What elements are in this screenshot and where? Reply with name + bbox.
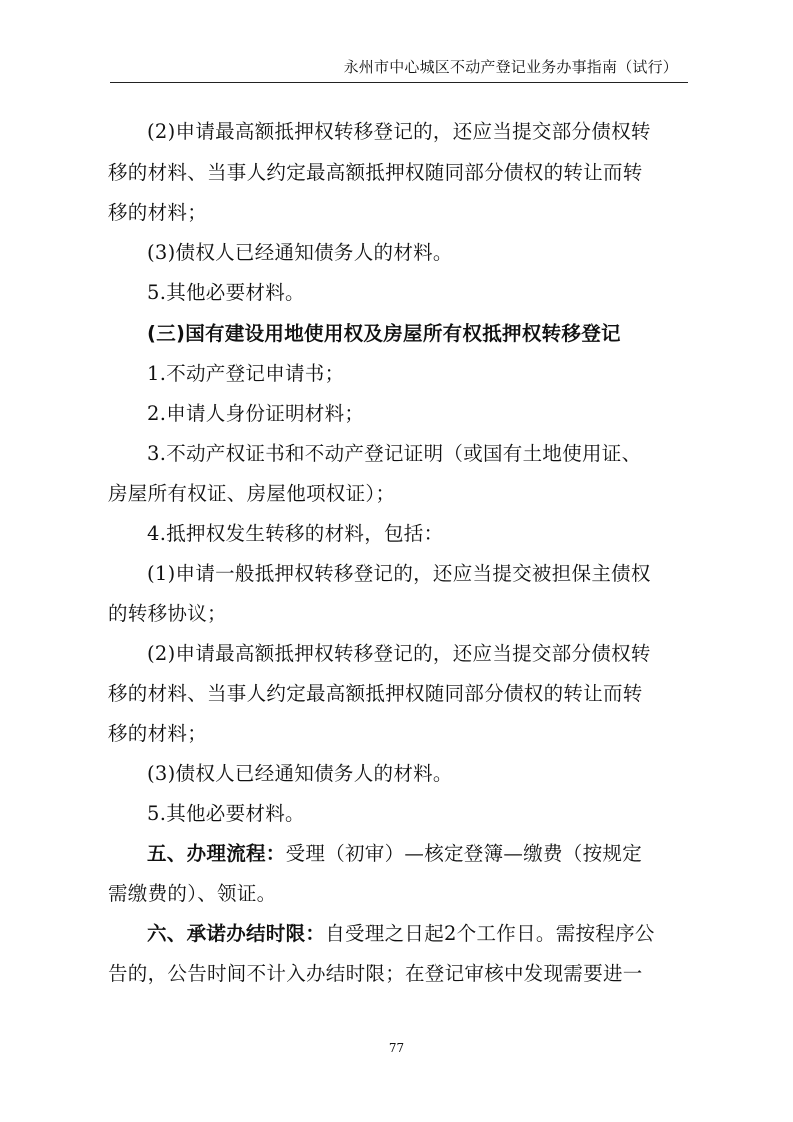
body-line: 1.不动产登记申请书； (147, 362, 345, 385)
body-line: 5.其他必要材料。 (147, 802, 305, 825)
body-line: 移的材料； (108, 201, 208, 224)
body-line: 移的材料、当事人约定最高额抵押权随同部分债权的转让而转 (108, 682, 643, 705)
body-line: (2)申请最高额抵押权转移登记的，还应当提交部分债权转 (147, 120, 651, 143)
section-heading: (三)国有建设用地使用权及房屋所有权抵押权转移登记 (147, 322, 621, 345)
body-line: (2)申请最高额抵押权转移登记的，还应当提交部分债权转 (147, 642, 651, 665)
section-6-label: 六、承诺办结时限： (147, 922, 326, 945)
body-line: 移的材料； (108, 722, 208, 745)
body-line: 的转移协议； (108, 602, 227, 625)
body-line: 2.申请人身份证明材料； (147, 402, 365, 425)
body-line: 5.其他必要材料。 (147, 281, 305, 304)
section-6-line (147, 921, 655, 947)
body-line: 告的，公告时间不计入办结时限；在登记审核中发现需要进一 (108, 962, 643, 985)
section-5-label: 五、办理流程： (147, 842, 286, 865)
section-6-text: 自受理之日起2个工作日。需按程序公 (325, 922, 655, 945)
body-line: 3.不动产权证书和不动产登记证明（或国有土地使用证、 (147, 442, 642, 465)
page-header (110, 50, 688, 83)
header-title: 永州市中心城区不动产登记业务办事指南（试行） (343, 58, 678, 76)
body-line: 房屋所有权证、房屋他项权证）； (108, 482, 396, 505)
section-5-line (147, 841, 642, 867)
page-number: 77 (388, 1041, 405, 1055)
body-line: (3)债权人已经通知债务人的材料。 (147, 762, 453, 785)
section-5-text: 受理（初审）—核定登簿—缴费（按规定 (285, 842, 643, 865)
body-line: 4.抵押权发生转移的材料，包括： (147, 522, 444, 545)
body-line: 需缴费的）、领证。 (108, 882, 277, 905)
body-line: (1)申请一般抵押权转移登记的，还应当提交被担保主债权 (147, 562, 651, 585)
body-line: (3)债权人已经通知债务人的材料。 (147, 241, 453, 264)
body-line: 移的材料、当事人约定最高额抵押权随同部分债权的转让而转 (108, 161, 643, 184)
